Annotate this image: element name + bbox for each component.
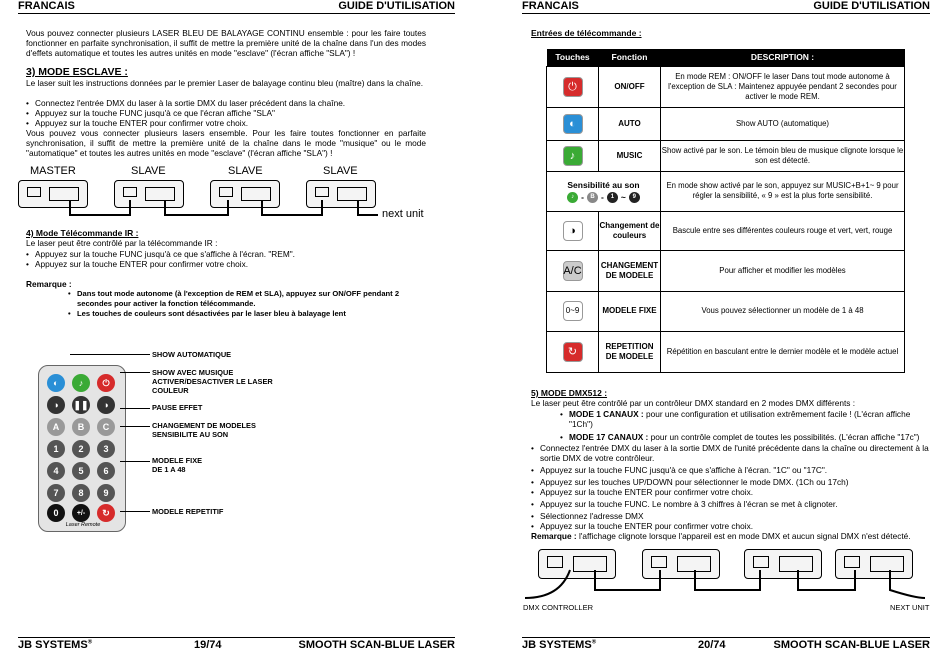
- repeat-button[interactable]: ↻: [97, 504, 115, 522]
- fixed-icon: 0~9: [563, 301, 583, 321]
- list-item: • Les touches de couleurs sont désactivées par le laser bleu à balayage lent: [68, 309, 408, 319]
- page-header: [522, 0, 930, 14]
- key-6-button[interactable]: 6: [97, 462, 115, 480]
- callout-arrow: [120, 408, 150, 409]
- section-esclave-title: 3) MODE ESCLAVE :: [26, 66, 128, 78]
- header-language: FRANCAIS: [18, 0, 75, 12]
- dmx-controller-label: DMX CONTROLLER: [523, 603, 594, 612]
- music-icon: ♪: [563, 146, 583, 166]
- page-footer: [522, 637, 930, 653]
- col-fonction: Fonction: [599, 49, 661, 66]
- dmx-cable-lines: [520, 560, 940, 602]
- callout-arrow: [120, 511, 150, 512]
- key-b-button[interactable]: B: [72, 418, 90, 436]
- header-guide: GUIDE D'UTILISATION: [338, 0, 455, 12]
- table-row: ⏻ ON/OFF En mode REM : ON/OFF le laser Dans tout mode autonome à l'exception de SLA : Maintenez appuyée pendant 2 secondes pour activer le mode REM.: [547, 66, 905, 107]
- callout-arrow: [120, 372, 150, 373]
- power-button[interactable]: ⏻: [97, 374, 115, 392]
- ac-icon: A/C: [563, 261, 583, 281]
- key-8-button[interactable]: 8: [72, 484, 90, 502]
- col-touches: Touches: [547, 49, 599, 66]
- next-unit-label: next unit: [382, 208, 424, 220]
- footer-brand: JB SYSTEMS®: [18, 639, 93, 651]
- section-ir-title: 4) Mode Télécommande IR :: [26, 228, 139, 238]
- table-row: 0~9 MODELE FIXE Vous pouvez sélectionner un modèle de 1 à 48: [547, 291, 905, 331]
- remote-label: SHOW AUTOMATIQUE: [152, 350, 232, 359]
- dmx-bullets: [531, 443, 931, 531]
- auto-icon: ◐: [563, 114, 583, 134]
- ir-remote: [38, 365, 126, 532]
- list-item: • Appuyez sur la touche FUNC jusqu'à ce que s'affiche à l'écran. "1C" ou "17C".: [531, 465, 931, 475]
- remote-inputs-table: [546, 49, 905, 373]
- ir-bullets: [26, 249, 426, 269]
- table-row: Sensibilité au son ♪ - B - 1 ~ 9 En mode show activé par le son, appuyez sur MUSIC+B+1~ 9 pour régler la sensibilité, « 9 » est la plus forte sensibilité.: [547, 171, 905, 211]
- list-item: • Appuyez sur la touche FUNC. Le nombre à 3 chiffres à l'écran se met à clignoter.: [531, 499, 931, 509]
- list-item: • Appuyez sur les touches UP/DOWN pour sélectionner le mode DMX. (1Ch ou 17ch): [531, 477, 931, 487]
- header-guide: GUIDE D'UTILISATION: [813, 0, 930, 12]
- remote-inputs-title: Entrées de télécommande :: [531, 28, 642, 38]
- key-c-button[interactable]: C: [97, 418, 115, 436]
- esclave-text-2: Vous pouvez vous connecter plusieurs lasers ensemble. Pour les faire toutes fonctionner en parfaite synchronisation, il suffit de mettre la première unité de la chaîne dans le mode "musique" ou le mode "automatique" et toutes les autres unités en mode "esclave" (l'écran affiche "SLA") !: [26, 128, 426, 158]
- remote-label: MODELE REPETITIF: [152, 507, 224, 516]
- power-icon: ⏻: [563, 77, 583, 97]
- list-item: • Connectez l'entrée DMX du laser à la sortie DMX du laser précédent dans la chaîne.: [26, 98, 426, 108]
- remote-brand: Laser Remote: [65, 522, 101, 528]
- key-9-button[interactable]: 9: [97, 484, 115, 502]
- next-unit-label: NEXT UNIT: [890, 603, 930, 612]
- table-row: ♪ MUSIC Show activé par le son. Le témoin bleu de musique clignote lorsque le son est détecté.: [547, 140, 905, 171]
- dmx-remark: Remarque : l'affichage clignote lorsque l'appareil est en mode DMX et aucun signal DMX n'est détecté.: [531, 531, 911, 541]
- key-a-button[interactable]: A: [47, 418, 65, 436]
- music-button[interactable]: ♪: [72, 374, 90, 392]
- callout-arrow: [70, 354, 150, 355]
- table-row: ↻ REPETITION DE MODELE Répétition en basculant entre le dernier modèle et le modèle actuel: [547, 331, 905, 372]
- list-item: • Sélectionnez l'adresse DMX: [531, 511, 931, 521]
- header-language: FRANCAIS: [522, 0, 579, 12]
- remote-label: SHOW AVEC MUSIQUE: [152, 368, 234, 377]
- remote-label: DE 1 A 48: [152, 465, 186, 474]
- list-item: • Appuyez sur la touche ENTER pour confirmer votre choix.: [26, 259, 426, 269]
- list-item: • Appuyez sur la touche ENTER pour confirmer votre choix.: [531, 521, 931, 531]
- section-dmx-title: 5) MODE DMX512 :: [531, 388, 608, 398]
- color-button[interactable]: ◑: [97, 396, 115, 414]
- key-plusminus-button[interactable]: +/-: [72, 504, 90, 522]
- remote-label: PAUSE EFFET: [152, 403, 203, 412]
- repeat-icon: ↻: [563, 342, 583, 362]
- key-1-button[interactable]: 1: [47, 440, 65, 458]
- dmx-modes: [560, 409, 930, 442]
- remote-label: CHANGEMENT DE MODELES: [152, 421, 256, 430]
- color-icon: ◑: [563, 221, 583, 241]
- remote-label: ACTIVER/DESACTIVER LE LASER: [152, 377, 273, 386]
- list-item: • Connectez l'entrée DMX du laser à la sortie DMX de l'unité précédente dans la chaîne ou directement à la sortie DMX de votre contrôleur.: [531, 443, 931, 463]
- footer-model: SMOOTH SCAN-BLUE LASER: [298, 639, 455, 651]
- color-button[interactable]: ◑: [47, 396, 65, 414]
- footer-page-number: 20/74: [698, 639, 726, 651]
- sensitivity-icon: ♪ - B - 1 ~ 9: [547, 192, 660, 203]
- key-5-button[interactable]: 5: [72, 462, 90, 480]
- key-3-button[interactable]: 3: [97, 440, 115, 458]
- list-item: • MODE 1 CANAUX : pour une configuration et utilisation extrêmement facile ! (L'écran affiche "1Ch"): [560, 409, 930, 429]
- remote-label: MODELE FIXE: [152, 456, 203, 465]
- key-0-button[interactable]: 0: [47, 504, 65, 522]
- list-item: • Dans tout mode autonome (à l'exception de REM et SLA), appuyez sur ON/OFF pendant 2 secondes pour activer la fonction télécommande.: [68, 289, 408, 309]
- key-2-button[interactable]: 2: [72, 440, 90, 458]
- table-row: ◑ Changement de couleurs Bascule entre ses différentes couleurs rouge et vert, vert, rouge: [547, 211, 905, 250]
- col-description: DESCRIPTION :: [661, 49, 905, 66]
- page-footer: [18, 637, 455, 653]
- auto-button[interactable]: ◐: [47, 374, 65, 392]
- list-item: • Appuyez sur la touche FUNC jusqu'à ce que l'écran affiche "SLA": [26, 108, 426, 118]
- footer-brand: JB SYSTEMS®: [522, 639, 597, 651]
- table-row: A/C CHANGEMENT DE MODELE Pour afficher et modifier les modèles: [547, 250, 905, 291]
- esclave-text: Le laser suit les instructions données par le premier Laser de balayage continu bleu (maître) dans la chaîne.: [26, 78, 424, 88]
- list-item: • Appuyez sur la touche FUNC jusqu'à ce que s'affiche à l'écran. "REM".: [26, 249, 426, 259]
- dmx-text: Le laser peut être contrôlé par un contrôleur DMX standard en 2 modes DMX différents :: [531, 398, 856, 408]
- footer-model: SMOOTH SCAN-BLUE LASER: [773, 639, 930, 651]
- list-item: • Appuyez sur la touche ENTER pour confirmer votre choix.: [531, 487, 931, 497]
- pause-button[interactable]: ❚❚: [72, 396, 90, 414]
- list-item: • Appuyez sur la touche ENTER pour confirmer votre choix.: [26, 118, 426, 128]
- remark-title: Remarque :: [26, 279, 72, 289]
- master-label: MASTER: [30, 165, 76, 177]
- slave-label: SLAVE: [228, 165, 263, 177]
- esclave-bullets: [26, 98, 426, 128]
- callout-arrow: [120, 461, 150, 462]
- key-4-button[interactable]: 4: [47, 462, 65, 480]
- slave-label: SLAVE: [323, 165, 358, 177]
- footer-page-number: 19/74: [194, 639, 222, 651]
- page-header: [18, 0, 455, 14]
- list-item: • MODE 17 CANAUX : pour un contrôle complet de toutes les possibilités. (L'écran affiche "17c"): [560, 432, 930, 442]
- remote-label: COULEUR: [152, 386, 189, 395]
- ir-text: Le laser peut être contrôlé par la télécommande IR :: [26, 238, 218, 248]
- intro-paragraph: Vous pouvez connecter plusieurs LASER BLEU DE BALAYAGE CONTINU ensemble : pour les faire toutes fonctionner en parfaite synchronisation, il suffit de mettre la première unité de la chaîne dans l'un des modes d'effets automatique et toutes les autres unités en mode "esclave" (l'écran affiche "SLA") !: [26, 28, 426, 58]
- remote-label: SENSIBILITE AU SON: [152, 430, 229, 439]
- callout-arrow: [120, 426, 150, 427]
- slave-label: SLAVE: [131, 165, 166, 177]
- table-row: ◐ AUTO Show AUTO (automatique): [547, 107, 905, 140]
- key-7-button[interactable]: 7: [47, 484, 65, 502]
- remark-bullets: [68, 289, 408, 319]
